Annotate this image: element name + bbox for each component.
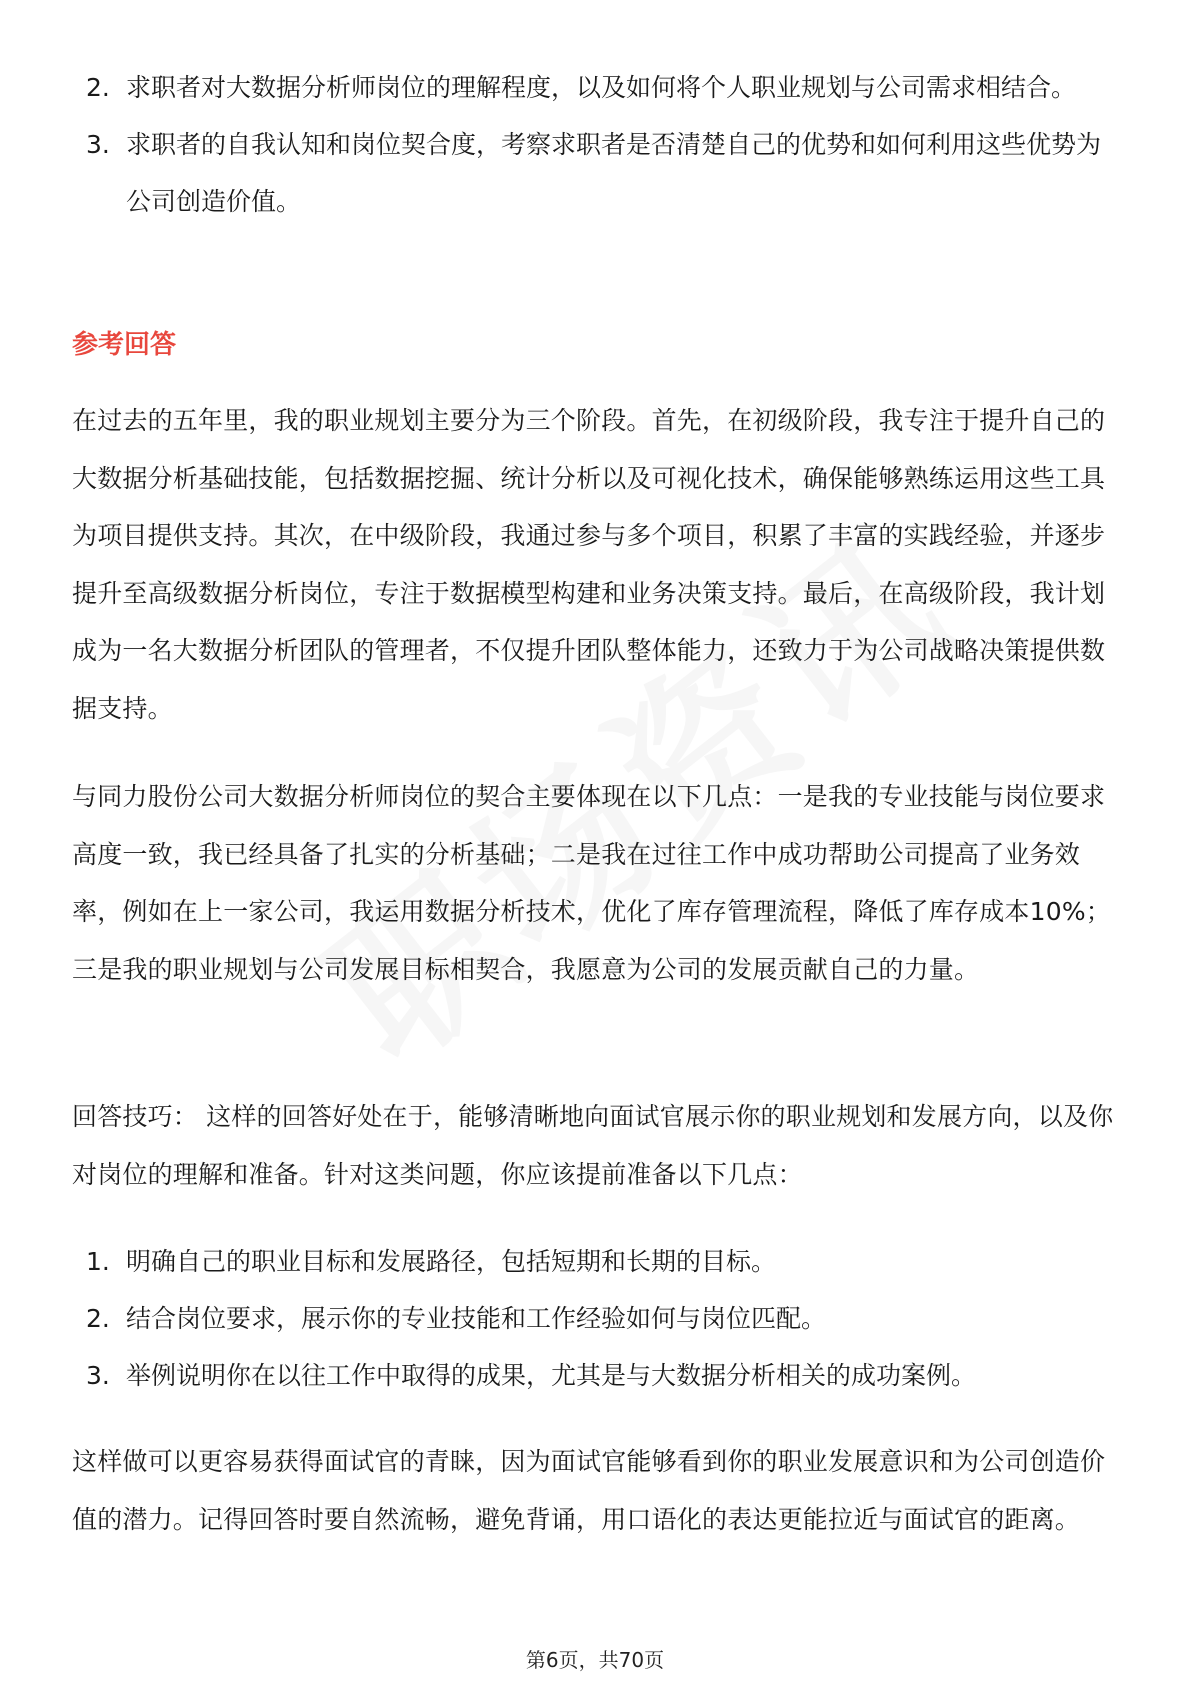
answer-paragraph: 在过去的五年里，我的职业规划主要分为三个阶段。首先，在初级阶段，我专注于提升自己的大数据分析基础技能，包括数据挖掘、统计分析以及可视化技术，确保能够熟练运用这些工具为项目提供支持。其次，在中级阶段，我通过参与多个项目，积累了丰富的实践经验，并逐步提升至高级数据分析岗位，专注于数据模型构建和业务决策支持。最后，在高级阶段，我计划成为一名大数据分析团队的管理者，不仅提升团队整体能力，还致力于为公司战略决策提供数据支持。 [72,406,1106,723]
list-number: 2. [86,73,110,102]
list-number: 2. [86,1304,110,1333]
tips-list [0,1233,1190,1404]
closing-paragraph: 这样做可以更容易获得面试官的青睐，因为面试官能够看到你的职业发展意识和为公司创造价值的潜力。记得回答时要自然流畅，避免背诵，用口语化的表达更能拉近与面试官的距离。 [72,1447,1106,1534]
list-number: 3. [86,130,110,159]
list-number: 3. [86,1361,110,1390]
list-item [0,1347,1190,1404]
page-number: 第6页，共70页 [525,1648,665,1672]
list-text: 明确自己的职业目标和发展路径，包括短期和长期的目标。 [126,1247,777,1276]
list-text: 结合岗位要求，展示你的专业技能和工作经验如何与岗位匹配。 [126,1304,827,1333]
list-text: 求职者的自我认知和岗位契合度，考察求职者是否清楚自己的优势和如何利用这些优势为公司创造价值。 [126,130,1102,216]
fit-paragraph: 与同力股份公司大数据分析师岗位的契合主要体现在以下几点：一是我的专业技能与岗位要求高度一致，我已经具备了扎实的分析基础；二是我在过往工作中成功帮助公司提高了业务效率，例如在上一家公司，我运用数据分析技术，优化了库存管理流程，降低了库存成本10%；三是我的职业规划与公司发展目标相契合，我愿意为公司的发展贡献自己的力量。 [72,782,1111,984]
list-text: 求职者对大数据分析师岗位的理解程度，以及如何将个人职业规划与公司需求相结合。 [126,73,1077,102]
list-item [0,116,1190,230]
list-number: 1. [86,1247,110,1276]
section-heading: 参考回答 [72,330,177,360]
question-list [0,59,1190,230]
list-item [0,1290,1190,1347]
tips-paragraph: 回答技巧： 这样的回答好处在于，能够清晰地向面试官展示你的职业规划和发展方向，以及你对岗位的理解和准备。针对这类问题，你应该提前准备以下几点： [72,1102,1114,1189]
list-item [0,1233,1190,1290]
list-text: 举例说明你在以往工作中取得的成果，尤其是与大数据分析相关的成功案例。 [126,1361,977,1390]
list-item [0,59,1190,116]
